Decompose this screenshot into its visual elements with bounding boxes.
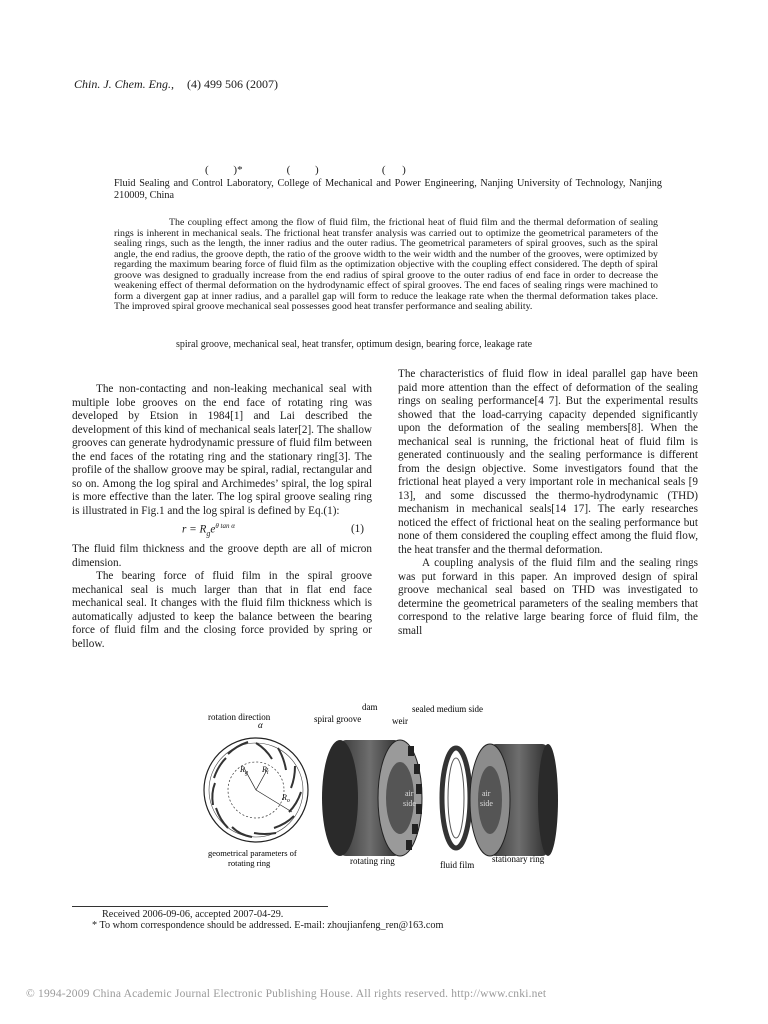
abstract: The coupling effect among the flow of fluid film, the frictional heat of fluid film and the thermal deformation of sealing rings is inherent in mechanical seals. The frictional heat transfer analysis was carried out to optimize the geometrical parameters of the sealing rings, such as the length, the inner radius and the outer radius. The geometrical parameters of spiral grooves, such as the spiral angle, the end radius, the groove depth, the ratio of the groove width to the weir width and the number of the grooves, were optimized by regarding the maximum bearing force of fluid film as the optimization objective with the coupling effect considered. The depth of spiral groove was designed to gradually increase from the end radius of spiral groove to the outer radius of end face in order to decrease the weakening effect of thermal deformation on the hydrodynamic effect of spiral grooves. The end faces of sealing rings were machined to form a divergent gap at inner radius, and a parallel gap will form to reduce the leakage rate when the thermal deformation takes place. The improved spiral groove mechanical seal possesses good heat transfer performance and sealing ability. <box>114 217 658 312</box>
label-spiral-groove: spiral groove <box>314 714 362 724</box>
label-sealed-medium-side: sealed medium side <box>412 704 483 714</box>
left-paragraph-1: The non-contacting and non-leaking mechanical seal with multiple lobe grooves on the end face of rotating ring was developed by Etsion in 1984[1] and Lai described the development of this kind of mechanical seals later[2]. The shallow grooves can generate hydrodynamic pressure of fluid film between the end faces of the rotating ring and the stationary ring[3]. The profile of the shallow groove may be spiral, radial, rectangular and so on. Among the log spiral and Archimedes’ spiral, the log spiral is more effective than the later. The log spiral groove sealing ring is illustrated in Fig.1 and the log spiral is defined by Eq.(1): <box>72 383 372 517</box>
label-weir: weir <box>392 716 408 726</box>
label-ro: $R_o$ <box>282 793 290 804</box>
equation-1 <box>72 520 372 540</box>
equation-body: $r = R_ge^{\theta tan \alpha}$ <box>182 522 235 538</box>
rotating-ring-cylinder <box>322 740 422 856</box>
footnote-correspondence: * To whom correspondence should be addressed. E-mail: zhoujianfeng_ren@163.com <box>92 920 444 931</box>
fluid-film-ring <box>442 748 470 848</box>
label-air-1: air <box>405 789 414 798</box>
label-geom-caption-1: geometrical parameters of <box>208 848 297 858</box>
rotating-ring-face <box>204 738 308 842</box>
label-rg: $R_g$ <box>240 765 248 776</box>
label-alpha: α <box>258 720 263 730</box>
keywords: spiral groove, mechanical seal, heat transfer, optimum design, bearing force, leakage rate <box>176 339 533 350</box>
right-paragraph-2: A coupling analysis of the fluid film and the sealing rings was put forward in this paper. An improved design of spiral groove mechanical seal based on THD was investigated to determine the geometrical parameters of the sealing members that correspond to the relative large bearing force of fluid film, the small <box>398 557 698 637</box>
authors-line: ( )* ( ) ( ) <box>205 164 406 176</box>
label-geom-caption-2: rotating ring <box>228 858 271 868</box>
right-paragraph-1: The characteristics of fluid flow in ideal parallel gap have been paid more attention than the effect of deformation of the sealing rings on sealing performance[4 7]. But the experimental results showed that the load-carrying capacity depended significantly upon the deformation of the sealing members[8]. When the mechanical seal is running, the frictional heat of fluid film is generated continuously and the sealing performance is different from the design objective. Some investigators found that the frictional heat played a very important role in mechanical seals [9 13], and some discussed the thermo-hydrodynamic (THD) mechanism in mechanical seals[14 17]. The early researches noticed the effect of frictional heat on the sealing performance but none of them considered the coupling effect among the fluid flow, the heat transfer and the thermal deformation. <box>398 368 698 556</box>
label-side-1: side <box>403 799 416 808</box>
equation-number: (1) <box>350 523 364 536</box>
journal-issue-pages: (4) 499 506 (2007) <box>187 77 278 91</box>
label-side-2: side <box>480 799 493 808</box>
label-rotation: rotation direction <box>208 712 271 722</box>
footnote-rule <box>72 906 328 907</box>
label-rotating-ring: rotating ring <box>350 856 395 866</box>
copyright-footer: © 1994-2009 China Academic Journal Electronic Publishing House. All rights reserved. http://www.cnki.net <box>26 988 547 1000</box>
label-stationary-ring: stationary ring <box>492 854 545 864</box>
left-column <box>72 383 372 651</box>
label-ri: $R_i$ <box>262 765 269 776</box>
figure-1-seal-diagram <box>200 700 560 876</box>
label-fluid-film: fluid film <box>440 860 475 870</box>
right-column <box>398 368 698 638</box>
label-dam: dam <box>362 702 378 712</box>
left-paragraph-2: The fluid film thickness and the groove depth are all of micron dimension. <box>72 543 372 569</box>
left-paragraph-3: The bearing force of fluid film in the spiral groove mechanical seal is much larger than that in flat end face mechanical seal. It changes with the fluid film thickness which is automatically adjusted to keep the balance between the bearing force of fluid film and the closing force provided by spring or bellow. <box>72 570 372 650</box>
journal-header <box>74 77 278 92</box>
footnote-received: Received 2006-09-06, accepted 2007-04-29. <box>102 909 284 920</box>
journal-name: Chin. J. Chem. Eng., <box>74 77 174 91</box>
label-air-2: air <box>482 789 491 798</box>
affiliation: Fluid Sealing and Control Laboratory, College of Mechanical and Power Engineering, Nanjing University of Technology, Nanjing 210009, China <box>114 178 662 201</box>
